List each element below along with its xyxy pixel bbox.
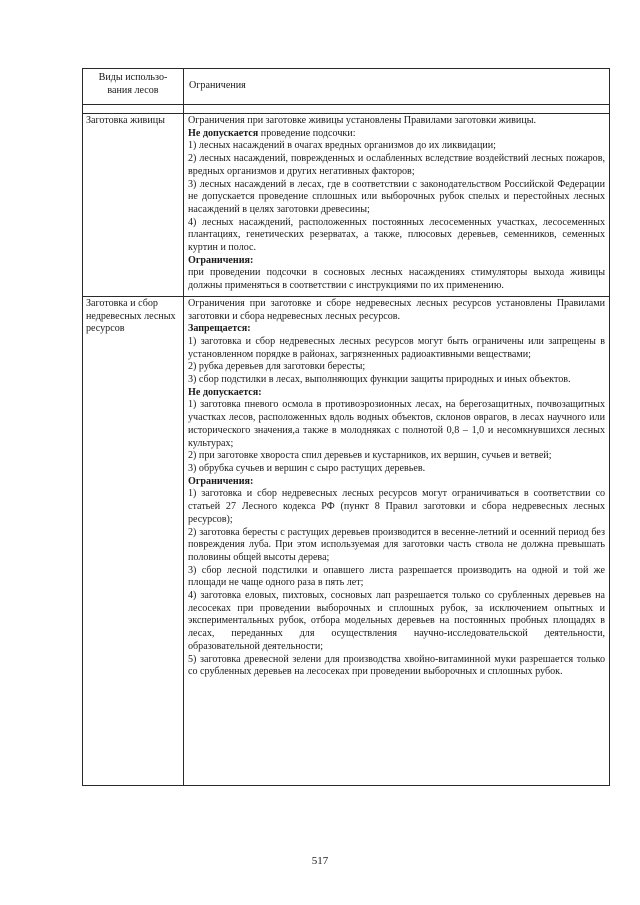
section-heading [188,387,605,400]
restriction-item: 3) сбор подстилки в лесах, выполняющих функции защиты природных и иных объектов. [188,374,571,386]
keyword: Не допускается: [188,386,262,398]
restrictions-table [82,68,610,786]
restriction-item: 3) сбор лесной подстилки и опавшего листа разрешается производить на одной и той же площади не чаще одного раза в пять лет; [188,564,605,589]
keyword: Не допускается [188,127,259,139]
restriction-item: при проведении подсочки в сосновых лесных насаждениях стимуляторы выхода живицы должны применяться в соответствии с инструкциями по их применению. [188,267,605,292]
section-heading [188,128,605,141]
spacer-row [83,105,610,114]
restrictions-cell [184,296,610,785]
section-heading [188,323,605,336]
keyword: Запрещается: [188,323,251,335]
forest-use-cell: Заготовка и сбор недревесных лесных ресурсов [83,296,184,785]
restriction-item: 3) лесных насаждений в лесах, где в соответствии с законодательством Российской Федерации не допускается проведение сплошных или выборочных рубок спелых и перестойных лесных насаждений в целях заготовки древесины; [188,178,605,215]
keyword: Ограничения: [188,254,254,266]
restriction-item: 1) заготовка и сбор недревесных лесных ресурсов могут ограничиваться в соответствии со статьей 27 Лесного кодекса РФ (пункт 8 Правил заготовки и сбора недревесных лесных ресурсов); [188,488,605,525]
section-heading [188,476,605,489]
restriction-item: 4) лесных насаждений, расположенных постоянных лесосеменных участках, лесосеменных плантациях, генетических резерватах, а также, плюсовых деревьев, семенников, семенных куртин и полос. [188,216,605,254]
restriction-item: 4) заготовка еловых, пихтовых, сосновых лап разрешается только со срубленных деревьев на лесосеках при проведении выборочных и сплошных рубок, за исключением опытных и экспериментальных рубок, отбора модельных деревьев на постоянных пробных площадях в лесах, переданных для осуществления научно-исследовательской деятельности, образовательной деятельности; [188,590,605,652]
section-heading [188,255,605,268]
keyword: Ограничения: [188,475,254,487]
table-header-row [83,69,610,105]
forest-use-cell: Заготовка живицы [83,114,184,297]
restriction-item: Ограничения при заготовке и сборе недревесных лесных ресурсов установлены Правилами заготовки и сбора недревесных лесных ресурсов. [188,297,605,322]
table-row [83,114,610,297]
restriction-item: 2) при заготовке хвороста спил деревьев и кустарников, их вершин, сучьев и ветвей; [188,450,552,462]
restrictions-cell [184,114,610,297]
restriction-item: 1) заготовка и сбор недревесных лесных ресурсов могут быть ограничены или запрещены в установленном порядке в районах, загрязненных радиоактивными веществами; [188,335,605,360]
restriction-item: 5) заготовка древесной зелени для производства хвойно-витаминной муки разрешается только со срубленных деревьев на лесосеках при проведении выборочных и сплошных рубок. [188,653,605,678]
restriction-item: 1) заготовка пневого осмола в противоэрозионных лесах, на берегозащитных, почвозащитных участках лесов, расположенных вдоль водных объектов, склонов оврагов, в лесах научного или исторического значения,а также в молодняках с полнотой 0,8 – 1,0 и несомкнувшихся лесных культурах; [188,399,605,449]
page-number: 517 [311,855,329,867]
keyword-continuation: проведение подсочки: [258,127,356,139]
restriction-item: 1) лесных насаждений в очагах вредных организмов до их ликвидации; [188,140,496,152]
restriction-item: Ограничения при заготовке живицы установлены Правилами заготовки живицы. [188,115,537,126]
restriction-item: 2) лесных насаждений, поврежденных и ослабленных вследствие воздействий лесных пожаров, вредных организмов и других негативных факторов; [188,153,605,177]
restriction-item: 2) рубка деревьев для заготовки бересты; [188,361,366,373]
table-row [83,296,610,785]
header-forest-use: Виды использо-вания лесов [83,69,184,105]
restriction-item: 3) обрубка сучьев и вершин с сыро растущих деревьев. [188,462,426,474]
restriction-item: 2) заготовка бересты с растущих деревьев производится в весенне-летний и осенний период без повреждения луба. При этом используемая для заготовки часть ствола не должна превышать половины общей высоты дерева; [188,526,605,563]
header-restrictions: Ограничения [184,69,610,105]
